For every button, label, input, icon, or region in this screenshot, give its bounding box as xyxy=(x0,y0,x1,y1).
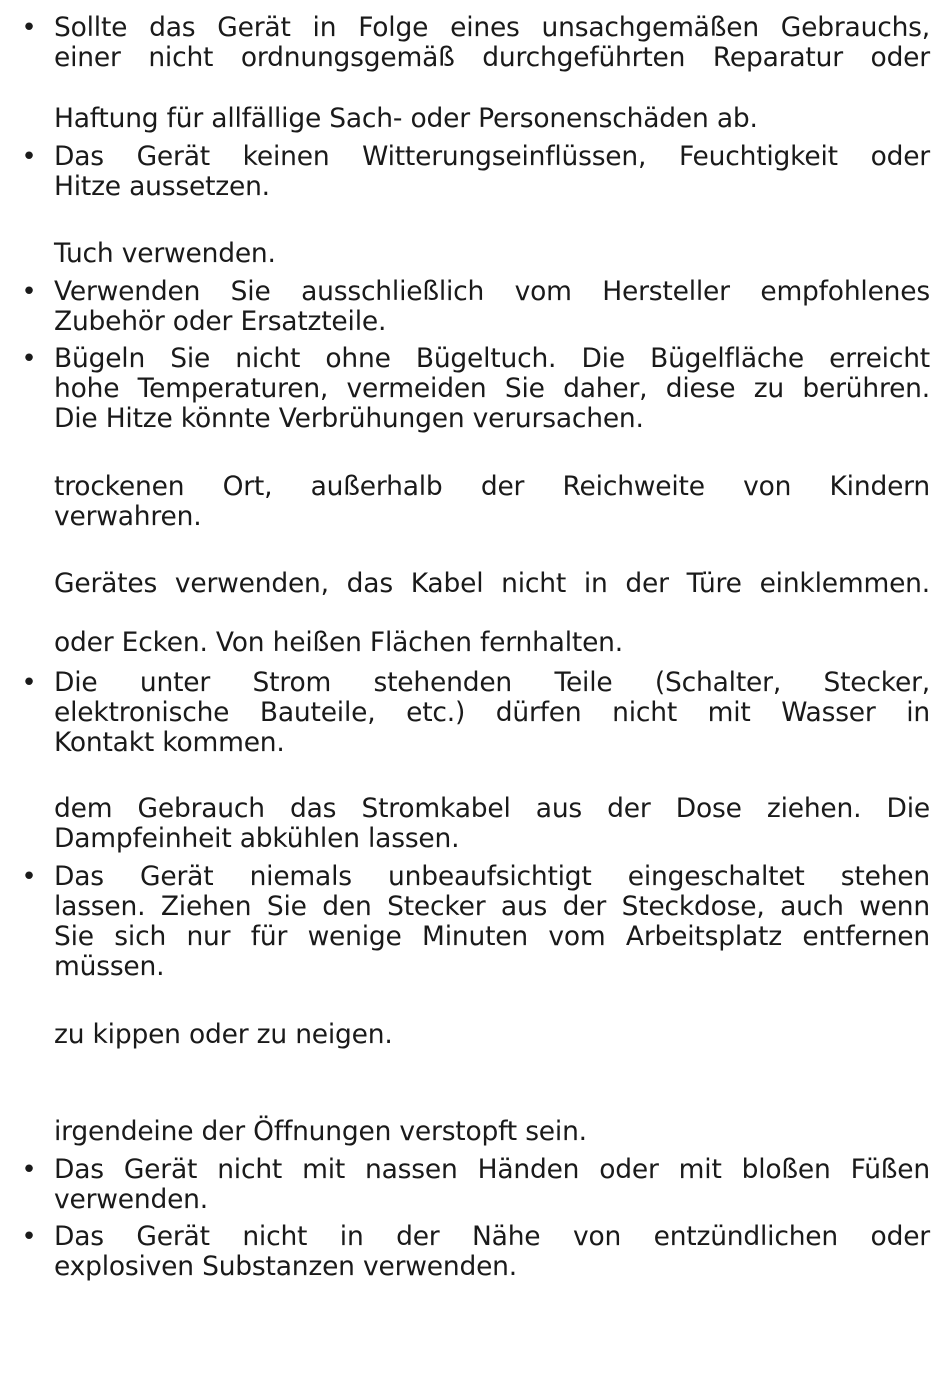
bullet-icon: • xyxy=(21,142,37,172)
text-line: Das Gerät nicht in der Nähe von entzündlichen oder xyxy=(54,1221,930,1252)
bullet-icon: • xyxy=(21,1155,37,1185)
text-line: trockenen Ort, außerhalb der Reichweite von Kindern xyxy=(54,471,930,502)
text-line: Sollte das Gerät in Folge eines unsachgemäßen Gebrauchs, xyxy=(54,12,930,43)
text-line: Die Hitze könnte Verbrühungen verursachen. xyxy=(54,403,644,434)
text-line: oder Ecken. Von heißen Flächen fernhalten. xyxy=(54,627,623,658)
text-line: Hitze aussetzen. xyxy=(54,171,270,202)
text-line: verwahren. xyxy=(54,501,202,532)
text-line: elektronische Bauteile, etc.) dürfen nicht mit Wasser in xyxy=(54,697,930,728)
text-line: hohe Temperaturen, vermeiden Sie daher, diese zu berühren. xyxy=(54,373,930,404)
text-line: Kontakt kommen. xyxy=(54,727,285,758)
bullet-icon: • xyxy=(21,13,37,43)
text-line: Das Gerät keinen Witterungseinflüssen, Feuchtigkeit oder xyxy=(54,141,930,172)
text-line: Sie sich nur für wenige Minuten vom Arbeitsplatz entfernen xyxy=(54,921,930,952)
text-line: Das Gerät nicht mit nassen Händen oder mit bloßen Füßen xyxy=(54,1154,930,1185)
text-line: explosiven Substanzen verwenden. xyxy=(54,1251,517,1282)
bullet-icon: • xyxy=(21,344,37,374)
text-line: einer nicht ordnungsgemäß durchgeführten Reparatur oder xyxy=(54,42,930,73)
text-line: zu kippen oder zu neigen. xyxy=(54,1019,393,1050)
bullet-icon: • xyxy=(21,277,37,307)
text-line: Verwenden Sie ausschließlich vom Hersteller empfohlenes xyxy=(54,276,930,307)
text-line: Haftung für allfällige Sach- oder Personenschäden ab. xyxy=(54,103,758,134)
text-line: dem Gebrauch das Stromkabel aus der Dose ziehen. Die xyxy=(54,793,930,824)
bullet-icon: • xyxy=(21,1222,37,1252)
text-line: Tuch verwenden. xyxy=(54,238,276,269)
bullet-icon: • xyxy=(21,668,37,698)
text-line: Gerätes verwenden, das Kabel nicht in der Türe einklemmen. xyxy=(54,568,930,599)
bullet-icon: • xyxy=(21,862,37,892)
text-line: müssen. xyxy=(54,951,165,982)
text-line: verwenden. xyxy=(54,1184,208,1215)
text-line: Dampfeinheit abkühlen lassen. xyxy=(54,823,460,854)
text-line: Zubehör oder Ersatzteile. xyxy=(54,306,387,337)
text-line: Die unter Strom stehenden Teile (Schalter, Stecker, xyxy=(54,667,930,698)
text-line: Das Gerät niemals unbeaufsichtigt eingeschaltet stehen xyxy=(54,861,930,892)
text-line: Bügeln Sie nicht ohne Bügeltuch. Die Bügelfläche erreicht xyxy=(54,343,930,374)
text-line: lassen. Ziehen Sie den Stecker aus der Steckdose, auch wenn xyxy=(54,891,930,922)
text-line: irgendeine der Öffnungen verstopft sein. xyxy=(54,1116,587,1147)
